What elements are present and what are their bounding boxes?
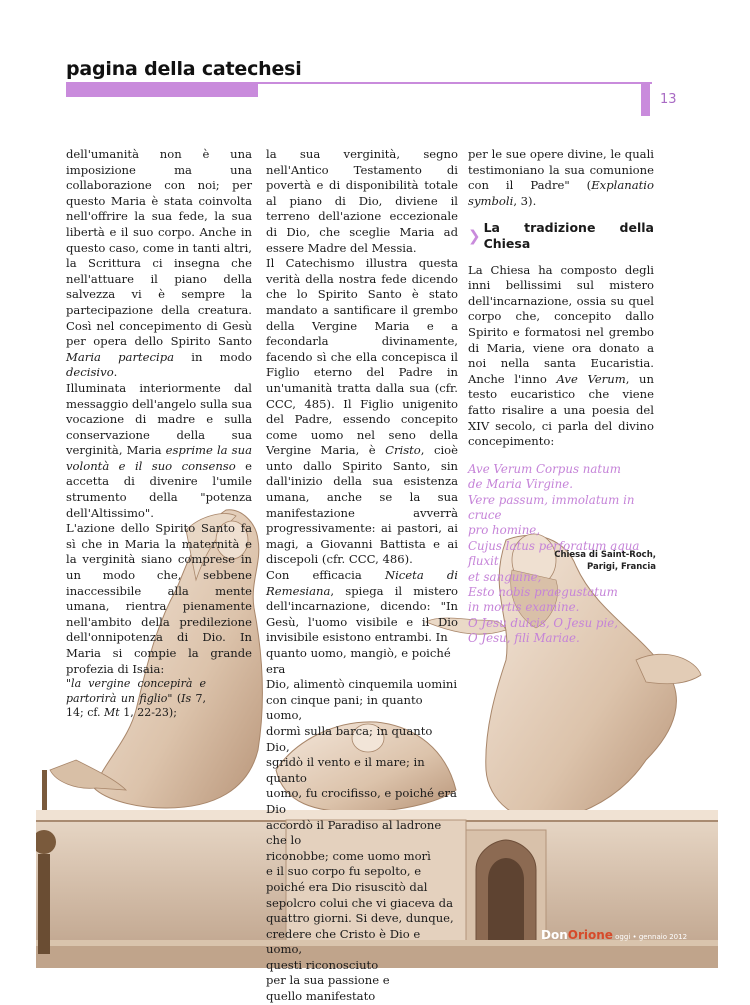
text-line: uomo, fu crocifisso, e poiché era Dio [266, 786, 457, 816]
footer-issue: oggi • gennaio 2012 [612, 933, 688, 941]
caption-line: Parigi, Francia [587, 562, 656, 572]
text-line: Dio, alimentò cinquemila uomini [266, 677, 458, 692]
text-line: questi riconosciuto [266, 957, 379, 972]
subsection-heading-text: La tradizione della Chiesa [483, 220, 654, 251]
hymn-line: O Jesu dulcis, O Jesu pie, [468, 615, 618, 630]
chevron-right-icon: ❯ [468, 226, 481, 245]
paragraph: la sua verginità, segno nell'Antico Testamento di povertà e di disponibilità totale al piano di Dio, diviene il terreno dell'azione eccezionale di Dio, che sceglie Maria ad essere Madre del Messia. [266, 147, 458, 255]
paragraph: Il Catechismo illustra questa verità della nostra fede dicendo che lo Spirito Santo è stato mandato a santificare il grembo della Vergine Maria e a fecondarla divinamente, facendo sì che ella concepisca il Figlio eterno del Padre in un'umanità tratta dalla sua (cfr. CCC, 485). Il Figlio unigenito del Padre, essendo concepito come uomo nel seno della Vergine Maria, è Cristo, cioè unto dallo Spirito Santo, sin dall'inizio della sua esistenza umana, anche se la sua manifestazione avverrà progressivamente: ai pastori, ai magi, a Giovanni Battista e ai discepoli (cfr. CCC, 486). [266, 256, 458, 567]
page-tab-marker [641, 84, 650, 116]
photo-caption [540, 549, 656, 573]
text-line: e il suo corpo fu sepolto, e [266, 864, 422, 879]
caption-line: Chiesa di Saint-Roch, [554, 550, 656, 560]
footer-brand-orione: Orione [567, 928, 613, 942]
hymn-line: Vere passum, immolatum in cruce [468, 492, 635, 522]
hymn-line: O Jesu, fili Mariae. [468, 631, 580, 646]
subsection-heading [468, 220, 654, 251]
hymn-line: Ave Verum Corpus natum [468, 461, 621, 476]
paragraph: Illuminata interiormente dal messaggio dell'angelo sulla sua vocazione di madre e sulla conservazione della sua verginità, Maria esprime la sua volontà e il suo consenso e accetta di divenire l'umile strumento della "potenza dell'Altissimo". [66, 380, 252, 520]
text-line: riconobbe; come uomo morì [266, 848, 431, 863]
text-line: quanto uomo, mangiò, e poiché era [266, 646, 451, 676]
section-title: pagina della catechesi [66, 58, 302, 80]
text-column-2 [266, 147, 458, 1005]
text-line: credere che Cristo è Dio e uomo, [266, 926, 421, 957]
hymn-line: et sanguine, [468, 569, 542, 584]
text-line: quello manifestato [266, 989, 376, 1004]
text-line: con cinque pani; in quanto uomo, [266, 692, 423, 723]
page-number: 13 [660, 92, 677, 107]
text-line: sgridò il vento e il mare; in quanto [266, 755, 425, 785]
footer-brand-don: Don [541, 928, 568, 942]
hymn-line: pro homine, [468, 523, 541, 538]
text-line: accordò il Paradiso al ladrone che lo [266, 817, 442, 848]
paragraph: La Chiesa ha composto degli inni bellissimi sul mistero dell'incarnazione, ossia su quel corpo che, concepito dallo Spirito e formatosi nel grembo di Maria, viene ora donato a noi nella santa Eucaristia. Anche l'inno Ave Verum, un testo eucaristico che viene fatto risalire a una poesia del XIV secolo, ci parla del divino concepimento: [468, 262, 654, 449]
header-accent-bar [66, 84, 258, 97]
hymn-line: Esto nobis praegustatum [468, 584, 618, 599]
paragraph: Con efficacia Niceta di Remesiana, spiega il mistero dell'incarnazione, dicendo: "In Gesù, l'uomo visibile e il Dio invisibile esistono entrambi. In [266, 568, 459, 645]
text-line: dormì sulla barca; in quanto Dio, [266, 723, 433, 754]
text-line: sepolcro colui che vi giaceva da [266, 895, 453, 910]
paragraph: dell'umanità non è una imposizione ma una collaborazione con noi; per questo Maria è stata coinvolta nell'offrire la sua fede, la sua libertà e il suo corpo. Anche in questo caso, come in tanti altri, la Scrittura ci insegna che nell'attuare il piano della salvezza vi è sempre la partecipazione della creatura. Così nel concepimento di Gesù per opera dello Spirito Santo Maria partecipa in modo decisivo. [66, 147, 253, 380]
text-column-1 [66, 147, 252, 721]
text-line: quattro giorni. Si deve, dunque, [266, 911, 454, 926]
paragraph: per le sue opere divine, le quali testimoniano la sua comunione con il Padre" (Explanatio symboli, 3). [468, 147, 654, 208]
hymn-line: de Maria Virgine. [468, 477, 573, 492]
hymn-line: Cujus latus perforatum aqua fluxit [468, 538, 640, 569]
text-line: per la sua passione e [266, 973, 390, 988]
paragraph-tail [266, 646, 458, 1005]
hymn-line: in mortis examine. [468, 600, 580, 615]
magazine-footer [541, 928, 687, 942]
text-line: poiché era Dio risuscitò dal [266, 879, 428, 894]
isaiah-quote: "la vergine concepirà e partorirà un figlio" (Is 7, 14; cf. Mt 1, 22-23); [66, 677, 206, 720]
paragraph: L'azione dello Spirito Santo fa sì che in Maria la maternità e la verginità siano comprese in un modo che, sebbene inaccessibile alla mente umana, rientra pienamente nell'ambito della predilezione dell'onnipotenza di Dio. In Maria si compie la grande profezia di Isaia: [66, 521, 252, 676]
